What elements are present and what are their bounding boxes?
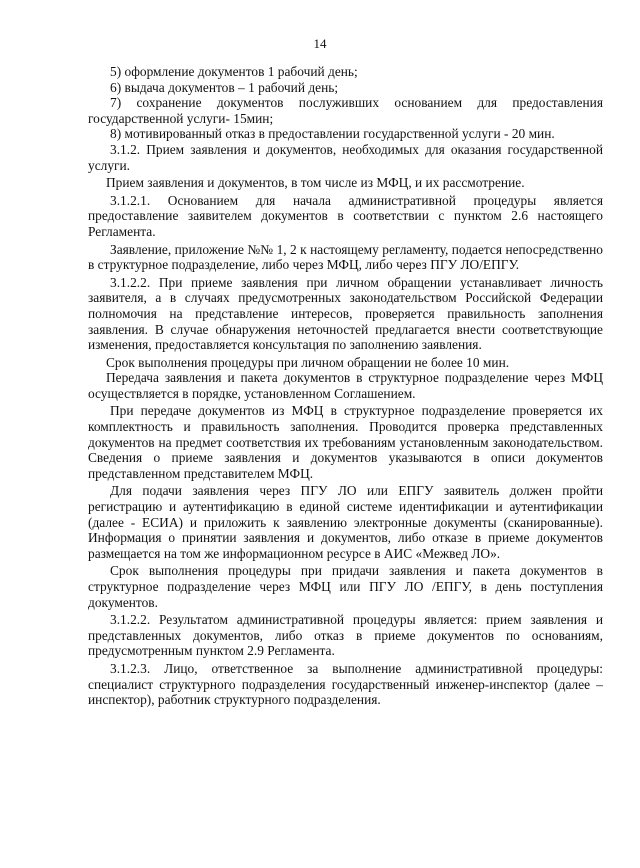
paragraph-mfc-transfer: Передача заявления и пакета документов в структурное подразделение через МФЦ осуществляется в порядке, установленном Соглашением. [88, 370, 603, 401]
paragraph-reception-intro: Прием заявления и документов, в том числе из МФЦ, и их рассмотрение. [106, 175, 525, 191]
paragraph-mfc-check: При передаче документов из МФЦ в структурное подразделение проверяется их комплектность и правильность заполнения. Проводится проверка представленных документов на предмет соответствия их требованиям установленным законодательством. Сведения о приеме заявления и документов указываются в описи документов представленном представителем МФЦ. [88, 403, 603, 481]
paragraph-transfer-deadline: Срок выполнения процедуры при придачи заявления и пакета документов в структурное подразделение через МФЦ или ПГУ ЛО /ЕПГУ, в день поступления документов. [88, 563, 603, 610]
document-body [88, 64, 603, 708]
paragraph-item-5: 5) оформление документов 1 рабочий день; [110, 64, 358, 79]
paragraph-item-6: 6) выдача документов – 1 рабочий день; [110, 79, 339, 95]
paragraph-procedure-result: 3.1.2.2. Результатом административной процедуры является: прием заявления и представленных документов, либо отказ в приеме документов по основаниям, предусмотренным пунктом 2.9 Регламента. [88, 612, 603, 659]
paragraph-online-submission: Для подачи заявления через ПГУ ЛО или ЕПГУ заявитель должен пройти регистрацию и аутентификацию в единой системе идентификации и аутентификации (далее - ЕСИА) и приложить к заявлению электронные документы (сканированные). Информация о принятии заявления и документов, либо отказе в приеме документов размещается на том же информационном ресурсе в АИС «Межвед ЛО». [88, 483, 603, 561]
section-3-1-2-heading: 3.1.2. Прием заявления и документов, необходимых для оказания государственной услуги. [88, 141, 603, 173]
paragraph-responsible-person: 3.1.2.3. Лицо, ответственное за выполнение административной процедуры: специалист структурного подразделения государственный инженер-инспектор (далее – инспектор), работник структурного подразделения. [88, 660, 603, 708]
paragraph-personal-deadline: Срок выполнения процедуры при личном обращении не более 10 мин. [106, 354, 510, 370]
paragraph-item-8: 8) мотивированный отказ в предоставлении государственной услуги - 20 мин. [110, 126, 555, 142]
paragraph-application-forms: Заявление, приложение №№ 1, 2 к настоящему регламенту, подается непосредственно в структурное подразделение, либо через МФЦ, либо через ПГУ ЛО/ЕПГУ. [88, 241, 603, 273]
page-number: 14 [313, 36, 327, 51]
paragraph-3-1-2-1: 3.1.2.1. Основанием для начала административной процедуры является предоставление заявителем документов в соответствии с пунктом 2.6 настоящего Регламента. [88, 192, 603, 239]
paragraph-3-1-2-2-personal: 3.1.2.2. При приеме заявления при личном обращении устанавливает личность заявителя, а в случаях предусмотренных законодательством Российской Федерации полномочия на представление интересов, проверяется правильность заполнения заявления. В случае обнаружения неточностей предлагается внести соответствующие изменения, предоставляется консультация по заполнению заявления. [88, 274, 603, 353]
paragraph-item-7: 7) сохранение документов послуживших основанием для предоставления государственной услуги- 15мин; [88, 95, 603, 126]
